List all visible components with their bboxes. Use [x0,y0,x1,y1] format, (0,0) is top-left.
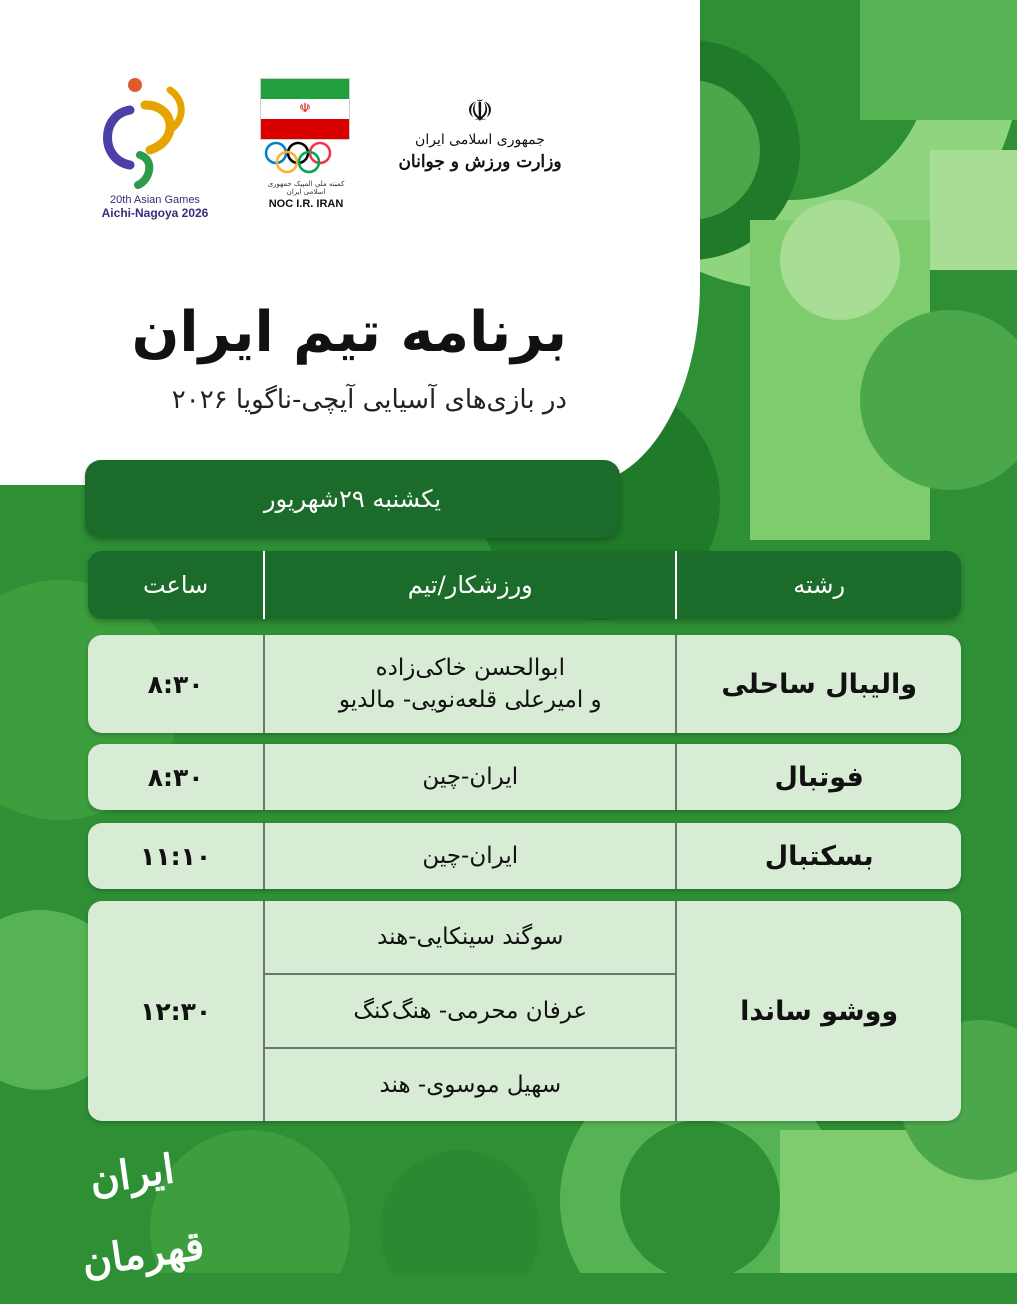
row-time: ۸:۳۰ [147,669,204,699]
date-header: یکشنبه ۲۹شهریور [85,460,620,538]
table-row [88,823,961,889]
asian-games-line1: 20th Asian Games [110,194,200,206]
ministry-logo [390,92,570,222]
noc-label: NOC I.R. IRAN [268,198,344,210]
row-athlete [263,901,677,1121]
row-time: ۱۱:۱۰ [140,841,212,871]
row-sport: بسکتبال [764,840,874,872]
athlete-name: سوگند سینکایی-هند [377,924,564,950]
athlete-name: سهیل موسوی- هند [265,1047,675,1121]
olympic-rings-icon [260,140,352,176]
header-athlete: ورزشکار/تیم [263,551,677,619]
noc-logo [260,78,352,218]
row-time: ۱۲:۳۰ [140,996,212,1026]
asian-games-emblem-icon [90,70,220,190]
asian-games-logo [90,70,220,220]
brand-logo: ایران قهرمان [79,1145,208,1286]
page-title: برنامه تیم ایران [131,300,567,365]
noc-subtitle: کمیته ملی المپیک جمهوری اسلامی ایران [267,180,345,196]
header-time: ساعت [142,571,209,599]
asian-games-line2: Aichi-Nagoya 2026 [101,206,209,220]
iran-emblem-icon: ☫ [466,94,494,129]
row-sport: ووشو ساندا [740,995,899,1027]
athlete-name: ایران-چین [422,764,519,790]
row-athlete [263,744,677,810]
page-subtitle: در بازی‌های آسیایی آیچی-ناگویا ۲۰۲۶ [171,385,567,415]
logo-row [90,70,570,220]
table-row [88,635,961,733]
schedule-table [88,551,961,1098]
row-sport: والیبال ساحلی [721,668,917,700]
row-time: ۸:۳۰ [147,762,204,792]
row-athlete [263,823,677,889]
table-row [88,901,961,1121]
header-sport: رشته [793,571,846,599]
athlete-name: ابوالحسن خاکی‌زاده [375,655,565,681]
athlete-name: و امیرعلی قلعه‌نویی- مالدیو [338,687,602,713]
ministry-line2: وزارت ورزش و جوانان [398,152,562,172]
table-header [88,551,961,619]
row-athlete [263,635,677,733]
iran-flag-icon: ☫ [260,78,350,140]
athlete-name: عرفان محرمی- هنگ‌کنگ [265,973,675,1047]
athlete-name: ایران-چین [422,843,519,869]
row-sport: فوتبال [774,761,864,793]
table-row [88,744,961,810]
ministry-line1: جمهوری اسلامی ایران [415,132,545,148]
